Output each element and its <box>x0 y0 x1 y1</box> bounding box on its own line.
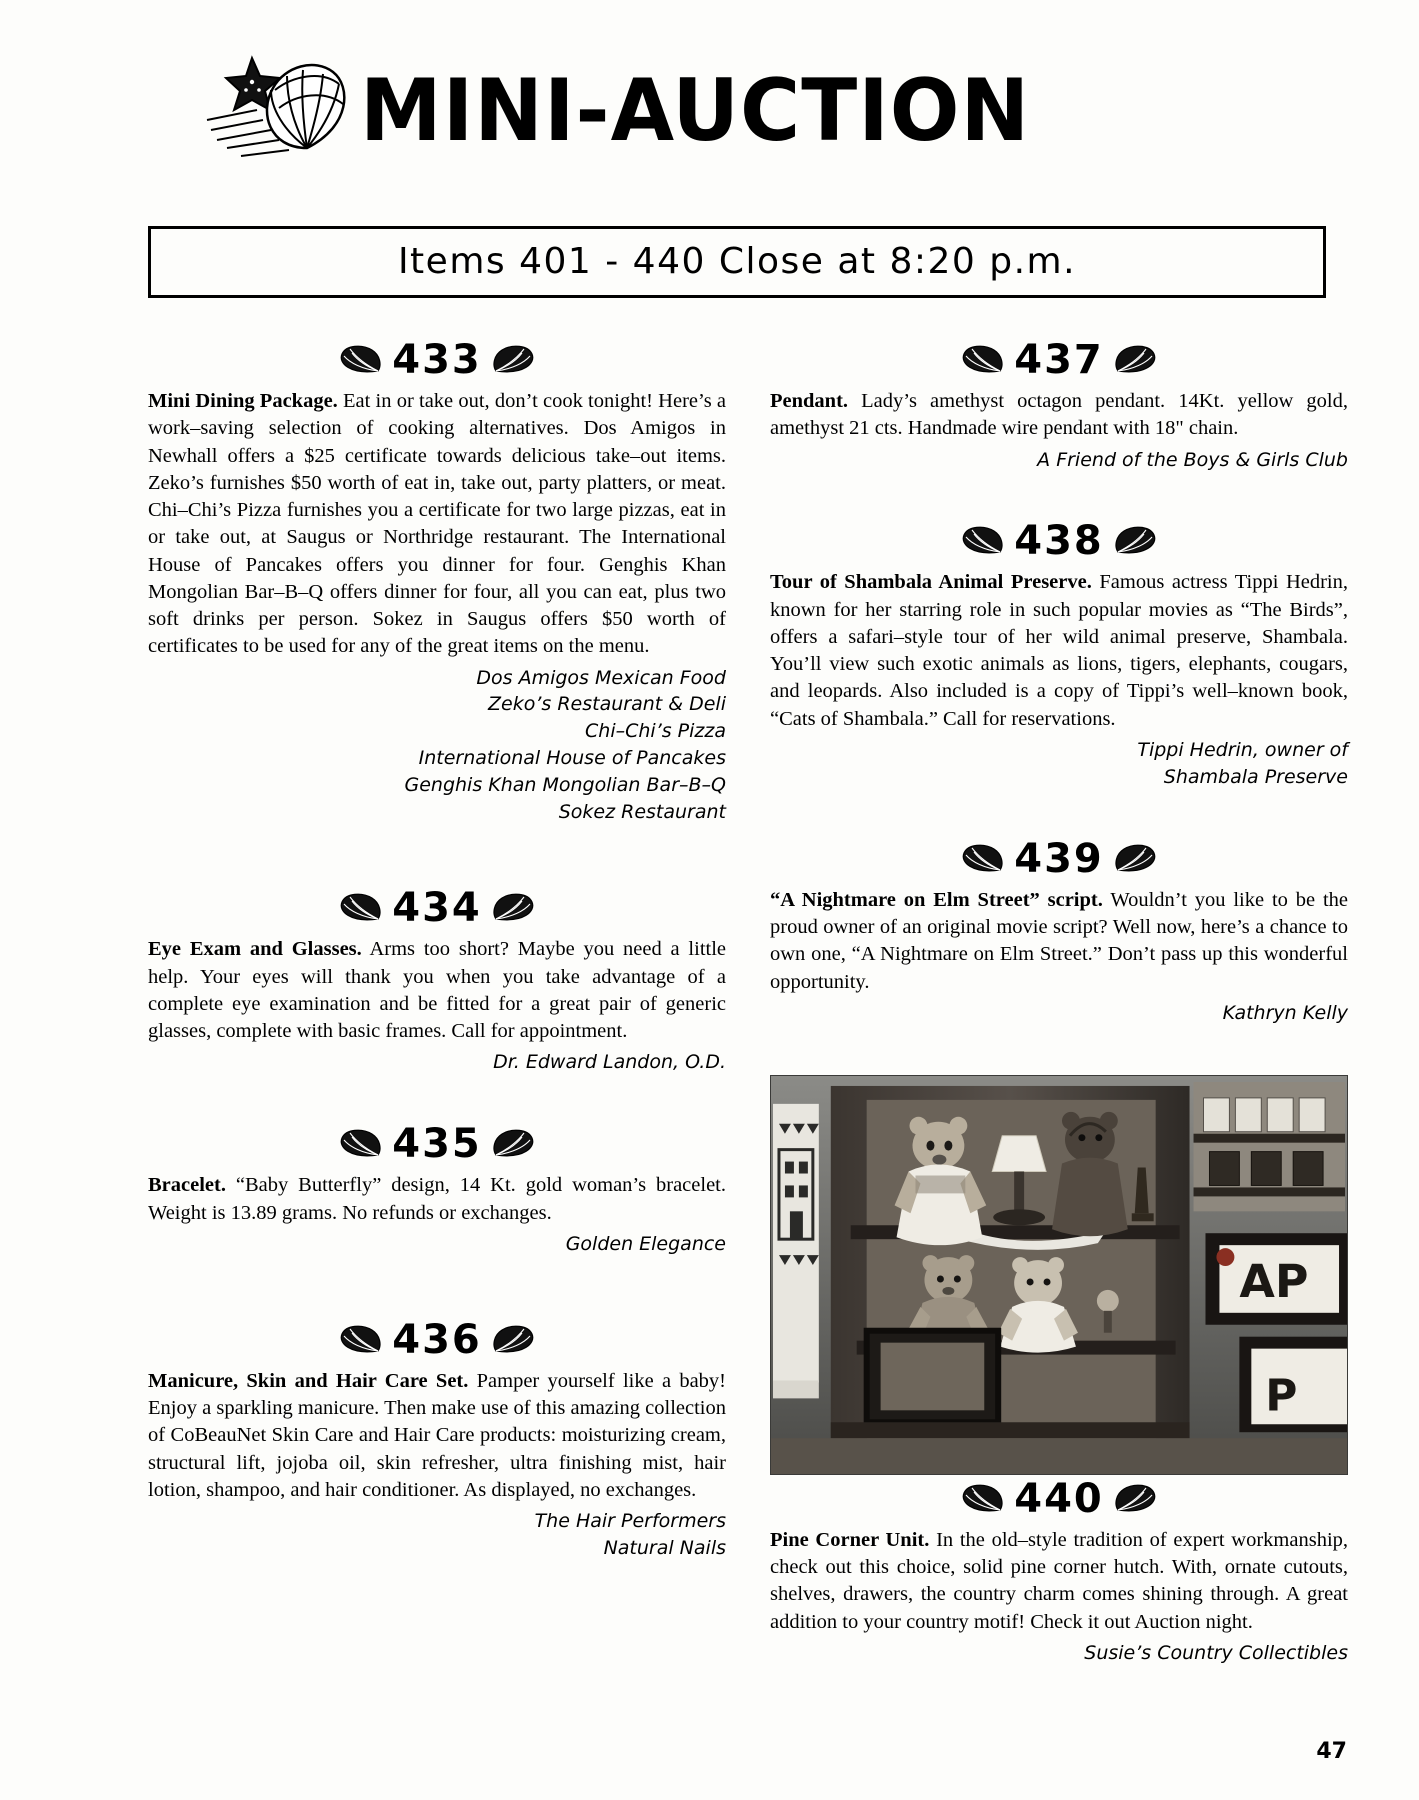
items-close-banner <box>148 226 1326 298</box>
donor-line: Kathryn Kelly <box>1222 1001 1348 1024</box>
lot-number: 439 <box>1014 835 1104 882</box>
page-title: MINI-AUCTION <box>360 61 1031 161</box>
lot-title: Pine Corner Unit. <box>770 1528 930 1551</box>
donor-line: A Friend of the Boys & Girls Club <box>1037 448 1348 471</box>
lot-439 <box>770 835 1348 1027</box>
lot-440 <box>770 1475 1349 1667</box>
scallop-shell-icon <box>1114 844 1158 874</box>
lot-433 <box>148 337 726 826</box>
corner-hutch-photo <box>770 1075 1348 1475</box>
lot-438 <box>770 518 1349 790</box>
lot-header <box>770 518 1348 565</box>
scallop-shell-icon <box>960 1484 1004 1514</box>
lot-header <box>770 1475 1348 1522</box>
seashell-starfish-icon <box>205 48 355 168</box>
donor-line: Genghis Khan Mongolian Bar–B–Q <box>404 774 726 797</box>
lot-number: 438 <box>1014 518 1104 565</box>
donor-line: International House of Pancakes <box>418 747 726 770</box>
lot-description: In the old–style tradition of expert workmanship, check out this choice, solid pine corner hutch. With, ornate cutouts, shelves, drawers, the country charm comes shining through. A great addition to your country motif! Check it out Auction night. <box>770 1528 1349 1633</box>
left-column <box>148 337 727 1584</box>
lot-title: Eye Exam and Glasses. <box>148 938 362 961</box>
lot-donors <box>148 1049 726 1076</box>
lot-donors <box>770 737 1348 791</box>
lot-header <box>148 1316 726 1363</box>
donor-line: Dr. Edward Landon, O.D. <box>493 1051 726 1074</box>
page-number: 47 <box>1316 1739 1347 1764</box>
lot-description: Arms too short? Maybe you need a little help. Your eyes will thank you when you take advantage of a complete eye examination and be fitted for a great pair of generic glasses, complete with basic frames. Call for appointment. <box>148 938 727 1043</box>
lot-number: 434 <box>392 885 482 932</box>
lot-description: Famous actress Tippi Hedrin, known for her starring role in such popular movies as “The Birds”, offers a safari–style tour of her wild animal preserve, Shambala. You’ll view such exotic animals as lions, tigers, elephants, cougars, and leopards. Also included is a copy of Tippi’s well–known book, “Cats of Shambala.” Call for reservations. <box>770 571 1349 730</box>
donor-line: Zeko’s Restaurant & Deli <box>488 693 726 716</box>
lot-title: Bracelet. <box>148 1174 226 1197</box>
lot-header <box>770 337 1348 383</box>
lot-header <box>770 835 1348 882</box>
scallop-shell-icon <box>1114 345 1158 375</box>
lot-434 <box>148 885 727 1076</box>
lot-donors <box>770 1000 1348 1027</box>
lot-body <box>148 936 726 1045</box>
scallop-shell-icon <box>1114 526 1158 556</box>
lot-number: 440 <box>1014 1475 1104 1522</box>
lot-body <box>148 388 726 661</box>
lot-description: Lady’s amethyst octagon pendant. 14Kt. yellow gold, amethyst 21 cts. Handmade wire pendant with 18" chain. <box>770 390 1348 440</box>
lot-description: Eat in or take out, don’t cook tonight! Here’s a work–saving selection of cooking alternatives. Dos Amigos in Newhall offers a $25 certificate towards delicious take–out items. Zeko’s furnishes $50 worth of eat in, take out, party platters, or meat. Chi–Chi’s Pizza furnishes you a certificate for two large pizzas, eat in or take out, at Saugus or Northridge restaurant. The International House of Pancakes offers you dinner for four. Genghis Khan Mongolian Bar–B–Q offers dinner for four, all you can eat, plus two soft drinks per person. Sokez in Saugus offers $50 worth of certificates to be used for any of the great items on the menu. <box>148 390 726 658</box>
scallop-shell-icon <box>960 526 1004 556</box>
donor-line: Susie’s Country Collectibles <box>1084 1641 1348 1664</box>
lot-body <box>770 887 1348 996</box>
lot-donors <box>148 1508 726 1562</box>
donor-line: Natural Nails <box>603 1536 726 1559</box>
lot-description: “Baby Butterfly” design, 14 Kt. gold woman’s bracelet. Weight is 13.89 grams. No refunds or exchanges. <box>148 1174 726 1224</box>
masthead <box>150 40 1300 180</box>
scallop-shell-icon <box>960 345 1004 375</box>
donor-line: Golden Elegance <box>565 1232 726 1255</box>
lot-title: Pendant. <box>770 390 849 412</box>
scallop-shell-icon <box>492 345 536 375</box>
scallop-shell-icon <box>338 1325 382 1355</box>
donor-line: Tippi Hedrin, owner of <box>1137 738 1348 761</box>
lot-description: Wouldn’t you like to be the proud owner of an original movie script? Well now, here’s a chance to own one, “A Nightmare on Elm Street.” Don’t pass up this wonderful opportunity. <box>770 888 1348 993</box>
right-column <box>770 337 1349 1689</box>
scallop-shell-icon <box>1114 1484 1158 1514</box>
lot-body <box>148 1368 726 1504</box>
scallop-shell-icon <box>960 844 1004 874</box>
donor-line: Dos Amigos Mexican Food <box>476 666 726 689</box>
items-close-text: Items 401 - 440 Close at 8:20 p.m. <box>397 241 1077 282</box>
lot-number: 437 <box>1014 337 1104 383</box>
scallop-shell-icon <box>492 1129 536 1159</box>
lot-number: 435 <box>392 1121 482 1168</box>
lot-title: Tour of Shambala Animal Preserve. <box>770 571 1092 594</box>
lot-437 <box>770 337 1348 473</box>
svg-text:P: P <box>1265 1370 1298 1422</box>
lot-header <box>148 1121 726 1168</box>
scallop-shell-icon <box>338 1129 382 1159</box>
lot-title: Mini Dining Package. <box>148 390 338 412</box>
donor-line: Shambala Preserve <box>1163 765 1348 788</box>
lot-title: “A Nightmare on Elm Street” script. <box>770 888 1103 911</box>
lot-body <box>770 388 1348 443</box>
svg-text:AP: AP <box>1239 1253 1309 1308</box>
lot-title: Manicure, Skin and Hair Care Set. <box>148 1369 469 1392</box>
lot-donors <box>770 1640 1348 1667</box>
lot-body <box>148 1172 726 1227</box>
lot-donors <box>148 665 726 827</box>
lot-description: Pamper yourself like a baby! Enjoy a sparkling manicure. Then make use of this amazing collection of CoBeauNet Skin Care and Hair Care products: moisturizing cream, structural lift, jojoba oil, skin refresher, ultra finishing mist, hair lotion, shampoo, and hair conditioner. As displayed, no exchanges. <box>148 1369 727 1501</box>
scallop-shell-icon <box>338 893 382 923</box>
lot-436 <box>148 1316 727 1562</box>
donor-line: Sokez Restaurant <box>558 801 726 824</box>
scallop-shell-icon <box>492 893 536 923</box>
lot-body <box>770 1527 1348 1636</box>
scallop-shell-icon <box>492 1325 536 1355</box>
lot-header <box>148 885 726 932</box>
lot-body <box>770 569 1348 733</box>
lot-donors <box>148 1231 726 1258</box>
lot-header <box>148 337 726 383</box>
lot-435 <box>148 1121 726 1257</box>
scallop-shell-icon <box>338 345 382 375</box>
lot-number: 436 <box>392 1316 482 1363</box>
donor-line: Chi–Chi’s Pizza <box>585 720 726 743</box>
donor-line: The Hair Performers <box>534 1510 726 1532</box>
lot-number: 433 <box>392 337 482 383</box>
lot-donors <box>770 447 1348 474</box>
